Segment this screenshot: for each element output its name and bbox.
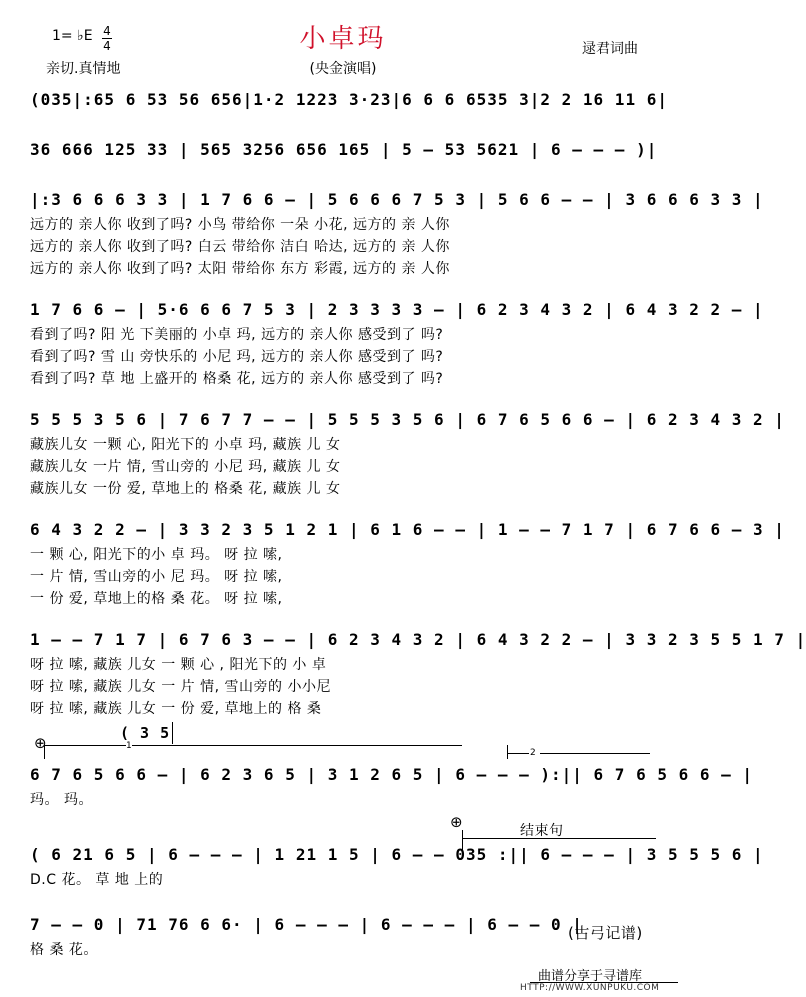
score-row-notes: 5 5 5 3 5 6 | 7 6 7 7 – – | 5 5 5 3 5 6 | 6 7 6 5 6 6 – | 6 2 3 4 3 2 | bbox=[30, 410, 785, 429]
coda-symbol-2: ⊕ bbox=[450, 813, 463, 831]
coda-symbol-1: ⊕ bbox=[34, 734, 47, 752]
score-row-lyric: D.C 花。 草 地 上的 bbox=[30, 872, 164, 888]
score-row-notes: |:3 6 6 6 3 3 | 1 7 6 6 – | 5 6 6 6 7 5 3 | 5 6 6 – – | 3 6 6 6 3 3 | bbox=[30, 190, 764, 209]
composer-credit: 逯君词曲 bbox=[582, 41, 638, 57]
score-row-lyric: 看到了吗? 雪 山 旁快乐的 小尼 玛, 远方的 亲人你 感受到了 吗? bbox=[30, 349, 444, 365]
score-row-lyric: 呀 拉 嗦, 藏族 儿女 一 份 爱, 草地上的 格 桑 bbox=[30, 701, 322, 717]
meter-bottom: 4 bbox=[103, 39, 111, 53]
volta-2: 2 bbox=[530, 748, 536, 758]
footer-url: HTTP://WWW.XUNPUKU.COM bbox=[520, 983, 660, 993]
singer-credit: (央金演唱) bbox=[309, 61, 377, 77]
score-row-lyric: 藏族儿女 一份 爱, 草地上的 格桑 花, 藏族 儿 女 bbox=[30, 481, 341, 497]
score-row-notes: 1 – – 7 1 7 | 6 7 6 3 – – | 6 2 3 4 3 2 | 6 4 3 2 2 – | 3 3 2 3 5 5 1 7 | bbox=[30, 630, 806, 649]
meter-top: 4 bbox=[103, 24, 111, 38]
score-row-lyric: 看到了吗? 阳 光 下美丽的 小卓 玛, 远方的 亲人你 感受到了 吗? bbox=[30, 327, 444, 343]
score-row-lyric: 远方的 亲人你 收到了吗? 太阳 带给你 东方 彩霞, 远方的 亲 人你 bbox=[30, 261, 450, 277]
volta-1: 1 bbox=[126, 741, 132, 751]
score-row-lyric: 一 片 情, 雪山旁的小 尼 玛。 呀 拉 嗦, bbox=[30, 569, 283, 585]
score-row-notes: 1 7 6 6 – | 5·6 6 6 7 5 3 | 2 3 3 3 3 – | 6 2 3 4 3 2 | 6 4 3 2 2 – | bbox=[30, 300, 764, 319]
score-row-lyric: 格 桑 花。 bbox=[30, 942, 98, 958]
score-row-lyric: 一 颗 心, 阳光下的小 卓 玛。 呀 拉 嗦, bbox=[30, 547, 283, 563]
tempo-marking: 亲切.真情地 bbox=[46, 61, 121, 77]
paren-35: ( 3 5 bbox=[120, 724, 171, 742]
page-title: 小卓玛 bbox=[299, 24, 387, 54]
score-row-lyric: 玛。 玛。 bbox=[30, 792, 93, 808]
score-row-lyric: 藏族儿女 一片 情, 雪山旁的 小尼 玛, 藏族 儿 女 bbox=[30, 459, 341, 475]
score-row-notes: 6 4 3 2 2 – | 3 3 2 3 5 1 2 1 | 6 1 6 – – | 1 – – 7 1 7 | 6 7 6 6 – 3 | bbox=[30, 520, 785, 539]
score-row-lyric: 远方的 亲人你 收到了吗? 小鸟 带给你 一朵 小花, 远方的 亲 人你 bbox=[30, 217, 450, 233]
score-row-lyric: 呀 拉 嗦, 藏族 儿女 一 颗 心 , 阳光下的 小 卓 bbox=[30, 657, 327, 673]
key-signature: 1= ♭E bbox=[52, 28, 93, 44]
notation-credit: (古弓记谱) bbox=[568, 924, 643, 942]
score-row-notes: ( 6 21 6 5 | 6 – – – | 1 21 1 5 | 6 – – 035 :|| 6 – – – | 3 5 5 5 6 | bbox=[30, 845, 764, 864]
score-row-lyric: 藏族儿女 一颗 心, 阳光下的 小卓 玛, 藏族 儿 女 bbox=[30, 437, 341, 453]
score-row-notes: 36 666 125 33 | 565 3256 656 165 | 5 – 53 5621 | 6 – – – )| bbox=[30, 140, 658, 159]
time-signature bbox=[102, 24, 112, 53]
score-row-notes: (035|:65 6 53 56 656|1·2 1223 3·23|6 6 6 6535 3|2 2 16 11 6| bbox=[30, 90, 668, 109]
coda-label: 结束句 bbox=[520, 823, 564, 839]
score-row-lyric: 呀 拉 嗦, 藏族 儿女 一 片 情, 雪山旁的 小小尼 bbox=[30, 679, 331, 695]
score-row-notes: 7 – – 0 | 71 76 6 6· | 6 – – – | 6 – – – | 6 – – 0 | bbox=[30, 915, 583, 934]
score-row-lyric: 看到了吗? 草 地 上盛开的 格桑 花, 远方的 亲人你 感受到了 吗? bbox=[30, 371, 444, 387]
score-row-notes: 6 7 6 5 6 6 – | 6 2 3 6 5 | 3 1 2 6 5 | 6 – – – ):|| 6 7 6 5 6 6 – | bbox=[30, 765, 754, 784]
score-row-lyric: 远方的 亲人你 收到了吗? 白云 带给你 洁白 哈达, 远方的 亲 人你 bbox=[30, 239, 450, 255]
score-row-lyric: 一 份 爱, 草地上的格 桑 花。 呀 拉 嗦, bbox=[30, 591, 283, 607]
footer-source: 曲谱分享于寻谱库 bbox=[538, 969, 643, 984]
